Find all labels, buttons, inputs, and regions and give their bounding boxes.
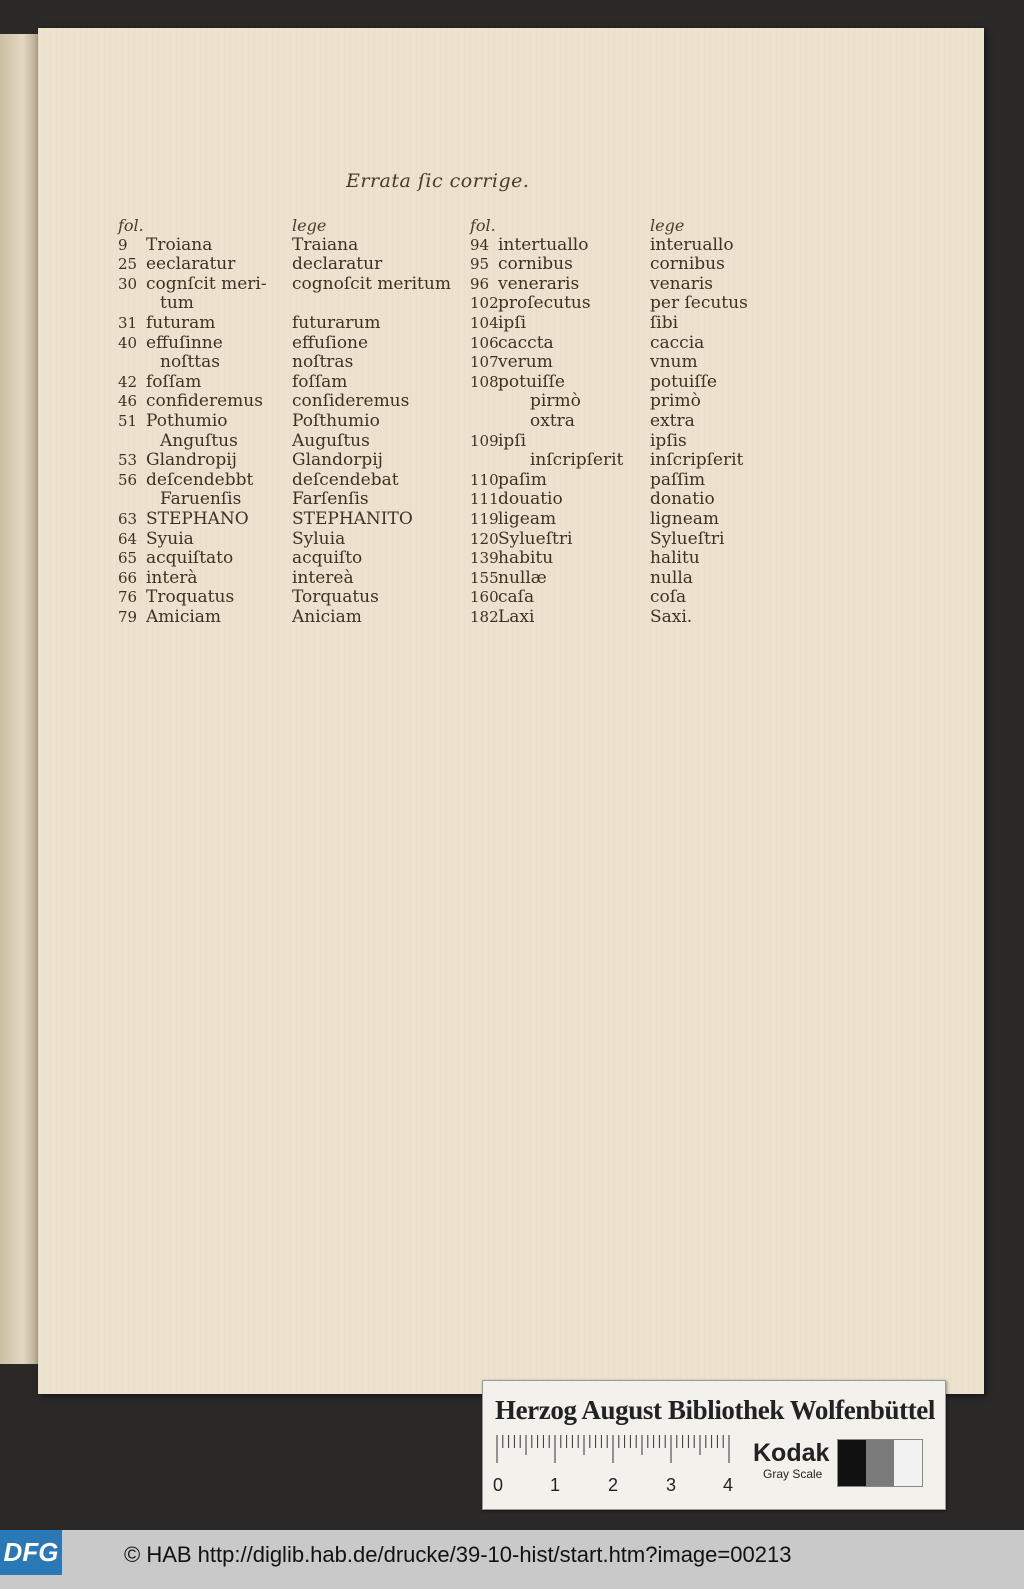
errata-entry bbox=[470, 412, 623, 432]
errata-word: ipſi bbox=[498, 430, 527, 451]
errata-word: STEPHANO bbox=[146, 508, 249, 529]
grayscale-label: Gray Scale bbox=[763, 1467, 823, 1481]
errata-word: caccta bbox=[498, 332, 554, 353]
errata-entry bbox=[118, 588, 267, 608]
errata-entry bbox=[118, 569, 267, 589]
errata-correction: intereà bbox=[292, 567, 354, 588]
errata-correction: Sylueſtri bbox=[650, 528, 725, 549]
errata-entry bbox=[470, 373, 623, 393]
errata-word: paſim bbox=[498, 469, 547, 490]
gray-swatches bbox=[837, 1439, 923, 1487]
errata-entry bbox=[118, 412, 267, 432]
errata-correction: primò bbox=[650, 391, 701, 412]
errata-entry bbox=[118, 275, 267, 295]
errata-correction: acquiſto bbox=[292, 548, 363, 569]
column-header: fol. bbox=[470, 216, 496, 235]
errata-correction: Torquatus bbox=[292, 587, 379, 608]
facing-page-edge bbox=[0, 34, 38, 1364]
errata-correction: Traiana bbox=[292, 234, 359, 255]
kodak-logo: Kodak bbox=[753, 1439, 830, 1467]
folio-number: 119 bbox=[470, 509, 499, 528]
errata-correction: foſſam bbox=[292, 371, 348, 392]
errata-word: futuram bbox=[146, 312, 216, 333]
errata-word: nullæ bbox=[498, 567, 547, 588]
errata-correction: futurarum bbox=[292, 312, 381, 333]
errata-correction: STEPHANITO bbox=[292, 508, 413, 529]
errata-entry bbox=[118, 236, 267, 256]
errata-correction: Farſenſis bbox=[292, 489, 369, 510]
folio-number: 109 bbox=[470, 431, 499, 450]
errata-word: Troiana bbox=[146, 234, 213, 255]
errata-entry bbox=[118, 255, 267, 275]
folio-number: 51 bbox=[118, 411, 138, 430]
errata-correction: ſibi bbox=[650, 312, 679, 333]
errata-word: verum bbox=[498, 352, 553, 373]
errata-entry bbox=[118, 608, 267, 628]
errata-word: douatio bbox=[498, 489, 563, 510]
errata-entry bbox=[118, 353, 267, 373]
folio-number: 25 bbox=[118, 255, 138, 274]
errata-entry bbox=[470, 294, 623, 314]
errata-word: cognſcit meri- bbox=[146, 273, 267, 294]
errata-entry bbox=[118, 490, 267, 510]
folio-number: 160 bbox=[470, 588, 499, 607]
errata-word: intertuallo bbox=[498, 234, 589, 255]
errata-entry bbox=[470, 432, 623, 452]
folio-number: 182 bbox=[470, 607, 499, 626]
column-header: fol. bbox=[118, 216, 144, 235]
errata-word: ligeam bbox=[498, 508, 557, 529]
errata-word: oxtra bbox=[530, 410, 575, 431]
errata-word: habitu bbox=[498, 548, 554, 569]
errata-correction: Glandorpij bbox=[292, 450, 383, 471]
errata-correction: extra bbox=[650, 410, 695, 431]
folio-number: 107 bbox=[470, 353, 499, 372]
swatch-gray bbox=[866, 1440, 894, 1486]
errata-correction: donatio bbox=[650, 489, 715, 510]
folio-number: 66 bbox=[118, 568, 138, 587]
folio-number: 9 bbox=[118, 235, 128, 254]
errata-entry bbox=[470, 392, 623, 412]
folio-number: 56 bbox=[118, 470, 138, 489]
errata-entry bbox=[470, 353, 623, 373]
ruler-number: 2 bbox=[608, 1475, 619, 1495]
folio-number: 108 bbox=[470, 372, 499, 391]
errata-left-correct-column bbox=[292, 216, 451, 627]
errata-entry bbox=[470, 334, 623, 354]
errata-word: Syuia bbox=[146, 528, 194, 549]
folio-number: 31 bbox=[118, 313, 138, 332]
color-target-card bbox=[482, 1380, 946, 1510]
errata-word: Troquatus bbox=[146, 587, 235, 608]
errata-word: Sylueſtri bbox=[498, 528, 573, 549]
folio-number: 65 bbox=[118, 549, 138, 568]
folio-number: 96 bbox=[470, 274, 490, 293]
errata-word: Amiciam bbox=[146, 606, 222, 627]
errata-entry bbox=[118, 432, 267, 452]
folio-number: 40 bbox=[118, 333, 138, 352]
errata-correction: Syluia bbox=[292, 528, 346, 549]
errata-correction: paſſim bbox=[650, 469, 706, 490]
folio-number: 106 bbox=[470, 333, 499, 352]
errata-correction: conſideremus bbox=[292, 391, 410, 412]
folio-number: 30 bbox=[118, 274, 138, 293]
folio-number: 95 bbox=[470, 255, 490, 274]
library-name: Herzog August Bibliothek Wolfenbüttel bbox=[495, 1395, 935, 1425]
folio-number: 110 bbox=[470, 470, 499, 489]
errata-entry bbox=[470, 569, 623, 589]
folio-number: 64 bbox=[118, 529, 138, 548]
book-page bbox=[38, 28, 984, 1394]
errata-word: acquiſtato bbox=[146, 548, 234, 569]
folio-number: 155 bbox=[470, 568, 499, 587]
errata-entry bbox=[118, 530, 267, 550]
errata-entry bbox=[470, 549, 623, 569]
errata-correction: declaratur bbox=[292, 254, 383, 275]
folio-number: 111 bbox=[470, 490, 499, 509]
errata-correction: Auguſtus bbox=[292, 430, 370, 451]
errata-word: Anguſtus bbox=[160, 430, 238, 451]
errata-word: deſcendebbt bbox=[146, 469, 254, 490]
errata-correction: inſcripſerit bbox=[650, 450, 744, 471]
errata-entry bbox=[470, 314, 623, 334]
errata-word: inſcripſerit bbox=[530, 450, 624, 471]
errata-word: ipſi bbox=[498, 312, 527, 333]
errata-right-correct-column bbox=[650, 216, 748, 627]
source-link[interactable]: © HAB http://diglib.hab.de/drucke/39-10-hist/start.htm?image=00213 bbox=[124, 1542, 792, 1567]
errata-correction: nulla bbox=[650, 567, 693, 588]
errata-word: proſecutus bbox=[498, 293, 591, 314]
ruler-number: 3 bbox=[666, 1475, 677, 1495]
folio-number: 94 bbox=[470, 235, 490, 254]
errata-word: confideremus bbox=[146, 391, 263, 412]
errata-entry bbox=[470, 451, 623, 471]
errata-word: tum bbox=[160, 293, 194, 314]
errata-entry bbox=[118, 471, 267, 491]
errata-entry bbox=[470, 608, 623, 628]
errata-entry bbox=[118, 334, 267, 354]
errata-word: noſttas bbox=[160, 352, 220, 373]
errata-entry bbox=[470, 275, 623, 295]
errata-word: caſa bbox=[498, 587, 535, 608]
errata-correction: ligneam bbox=[650, 508, 720, 529]
errata-correction: Saxi. bbox=[650, 606, 693, 627]
folio-number: 42 bbox=[118, 372, 138, 391]
ruler-scale bbox=[495, 1435, 733, 1463]
errata-word: eeclaratur bbox=[146, 254, 236, 275]
swatch-black bbox=[838, 1440, 866, 1486]
column-header: lege bbox=[292, 216, 327, 235]
errata-correction: cognoſcit meritum bbox=[292, 273, 451, 294]
ruler-number: 0 bbox=[493, 1475, 504, 1495]
errata-entry bbox=[470, 236, 623, 256]
errata-entry bbox=[118, 373, 267, 393]
swatch-white bbox=[894, 1440, 922, 1486]
errata-correction: ipſis bbox=[650, 430, 687, 451]
errata-correction: effuſione bbox=[292, 332, 369, 353]
errata-entry bbox=[118, 294, 267, 314]
errata-correction: potuiſſe bbox=[650, 371, 717, 392]
folio-number: 139 bbox=[470, 549, 499, 568]
errata-entry bbox=[118, 549, 267, 569]
errata-word: Glandropij bbox=[146, 450, 237, 471]
errata-entry bbox=[470, 510, 623, 530]
errata-entry bbox=[470, 490, 623, 510]
errata-word: effuſinne bbox=[146, 332, 223, 353]
errata-correction: noſtras bbox=[292, 352, 354, 373]
errata-title: Errata ſic corrige. bbox=[346, 170, 530, 192]
errata-correction: coſa bbox=[650, 587, 687, 608]
errata-entry bbox=[470, 588, 623, 608]
folio-number: 63 bbox=[118, 509, 138, 528]
errata-correction bbox=[292, 294, 451, 314]
errata-correction: caccia bbox=[650, 332, 705, 353]
folio-number: 120 bbox=[470, 529, 499, 548]
errata-word: veneraris bbox=[498, 273, 580, 294]
errata-entry bbox=[118, 451, 267, 471]
folio-number: 76 bbox=[118, 588, 138, 607]
errata-correction: Aniciam bbox=[292, 606, 362, 627]
errata-correction: deſcendebat bbox=[292, 469, 399, 490]
errata-correction: halitu bbox=[650, 548, 700, 569]
errata-word: pirmò bbox=[530, 391, 581, 412]
column-header: lege bbox=[650, 216, 685, 235]
errata-correction: vnum bbox=[650, 352, 698, 373]
folio-number: 104 bbox=[470, 313, 499, 332]
errata-entry bbox=[470, 530, 623, 550]
errata-word: cornibus bbox=[498, 254, 573, 275]
errata-correction: Poſthumio bbox=[292, 410, 380, 431]
errata-entry bbox=[118, 314, 267, 334]
folio-number: 46 bbox=[118, 392, 138, 411]
errata-entry bbox=[118, 510, 267, 530]
errata-correction: interuallo bbox=[650, 234, 734, 255]
folio-number: 53 bbox=[118, 451, 138, 470]
errata-word: foſſam bbox=[146, 371, 202, 392]
errata-entry bbox=[118, 392, 267, 412]
errata-word: potuiſſe bbox=[498, 371, 565, 392]
errata-word: Pothumio bbox=[146, 410, 228, 431]
errata-right-wrong-column bbox=[470, 216, 623, 627]
footer-bar bbox=[0, 1530, 1024, 1589]
errata-word: Faruenſis bbox=[160, 489, 242, 510]
ruler-number: 4 bbox=[723, 1475, 734, 1495]
errata-word: Laxi bbox=[498, 606, 535, 627]
errata-entry bbox=[470, 471, 623, 491]
errata-word: interà bbox=[146, 567, 198, 588]
folio-number: 79 bbox=[118, 607, 138, 626]
errata-entry bbox=[470, 255, 623, 275]
errata-correction: per ſecutus bbox=[650, 293, 748, 314]
errata-left-wrong-column bbox=[118, 216, 267, 627]
errata-correction: cornibus bbox=[650, 254, 725, 275]
ruler-number: 1 bbox=[550, 1475, 561, 1495]
folio-number: 102 bbox=[470, 294, 499, 313]
errata-correction: venaris bbox=[650, 273, 714, 294]
dfg-logo: DFG bbox=[0, 1530, 62, 1575]
